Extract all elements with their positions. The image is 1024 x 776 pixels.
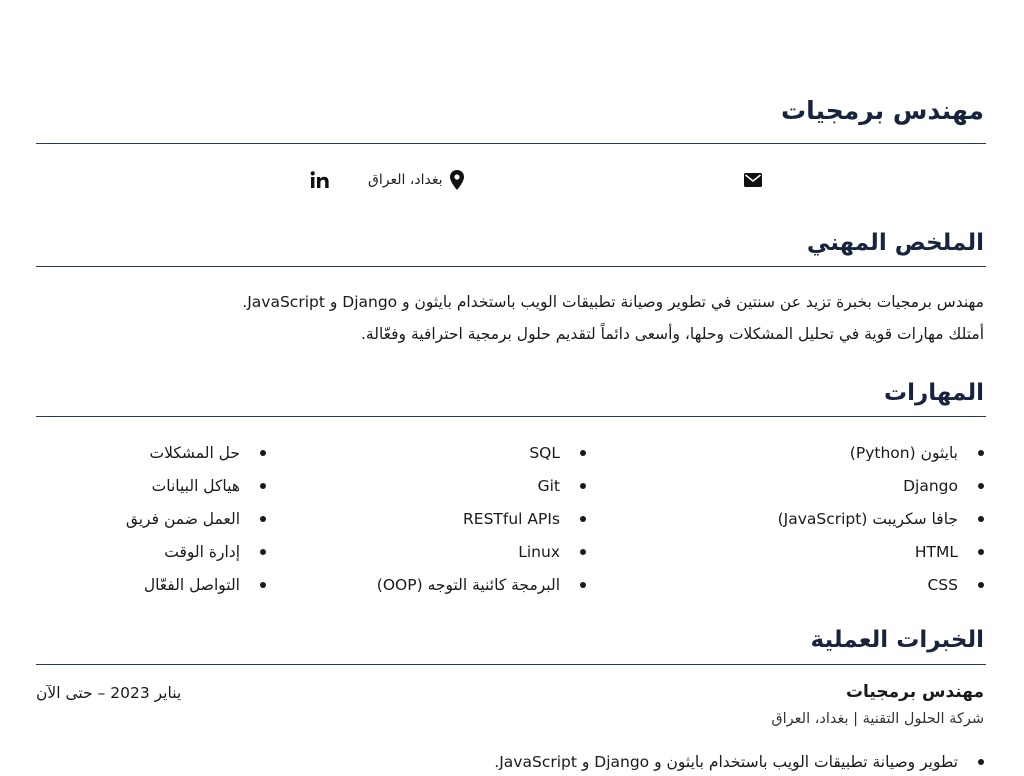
- skills-heading: المهارات: [884, 380, 984, 406]
- bullet-icon: [978, 483, 984, 489]
- skill-item: بايثون (Python): [778, 436, 984, 469]
- title-divider: [36, 143, 986, 144]
- linkedin-icon: [310, 171, 330, 189]
- skill-item: إدارة الوقت: [126, 535, 266, 568]
- experience-divider: [36, 664, 986, 665]
- bullet-icon: [580, 483, 586, 489]
- bullet-icon: [978, 582, 984, 588]
- skill-item: CSS: [778, 568, 984, 601]
- bullet-icon: [260, 483, 266, 489]
- summary-text: [124, 286, 984, 350]
- job-title: مهندس برمجيات: [845, 682, 984, 702]
- skills-divider: [36, 416, 986, 417]
- bullet-icon: [978, 549, 984, 555]
- bullet-icon: [580, 549, 586, 555]
- bullet-icon: [580, 516, 586, 522]
- skill-item: HTML: [778, 535, 984, 568]
- bullet-icon: [260, 582, 266, 588]
- summary-divider: [36, 266, 986, 267]
- list-item: تطوير وصيانة تطبيقات الويب باستخدام بايثون و Django و JavaScript.: [494, 748, 984, 776]
- linkedin-contact[interactable]: [310, 166, 330, 194]
- location-pin-icon: [450, 170, 464, 190]
- bullet-icon: [580, 450, 586, 456]
- location-text: بغداد، العراق: [368, 172, 443, 188]
- skill-item: التواصل الفعّال: [126, 568, 266, 601]
- bullet-icon: [260, 549, 266, 555]
- summary-heading: الملخص المهني: [806, 230, 984, 256]
- job-date: يناير 2023 – حتى الآن: [36, 684, 182, 702]
- bullet-icon: [978, 759, 984, 765]
- skill-item: هياكل البيانات: [126, 469, 266, 502]
- email-icon: [744, 173, 762, 187]
- skill-item: العمل ضمن فريق: [126, 502, 266, 535]
- bullet-icon: [260, 450, 266, 456]
- skill-item: SQL: [377, 436, 586, 469]
- skill-item: Linux: [377, 535, 586, 568]
- email-contact[interactable]: [744, 166, 762, 194]
- location-contact: [368, 166, 464, 194]
- skill-item: حل المشكلات: [126, 436, 266, 469]
- bullet-icon: [978, 450, 984, 456]
- bullet-icon: [580, 582, 586, 588]
- skill-item: Django: [778, 469, 984, 502]
- skill-item: جافا سكريبت (JavaScript): [778, 502, 984, 535]
- bullet-icon: [260, 516, 266, 522]
- skill-item: Git: [377, 469, 586, 502]
- job-company: شركة الحلول التقنية | بغداد، العراق: [771, 711, 984, 727]
- skills-column-3: [126, 436, 266, 601]
- summary-line: مهندس برمجيات بخبرة تزيد عن سنتين في تطوير وصيانة تطبيقات الويب باستخدام بايثون و Django و JavaScript.: [242, 293, 984, 311]
- experience-heading: الخبرات العملية: [810, 627, 984, 653]
- skill-item: RESTful APIs: [377, 502, 586, 535]
- summary-line: أمتلك مهارات قوية في تحليل المشكلات وحلها، وأسعى دائماً لتقديم حلول برمجية احترافية وفعّالة.: [360, 325, 984, 343]
- resume-page: [36, 0, 986, 771]
- page-title: مهندس برمجيات: [781, 96, 984, 125]
- bullet-icon: [978, 516, 984, 522]
- skill-item: البرمجة كائنية التوجه (OOP): [377, 568, 586, 601]
- skills-column-2: [377, 436, 586, 601]
- skills-column-1: [778, 436, 984, 601]
- job-responsibilities: [494, 748, 984, 776]
